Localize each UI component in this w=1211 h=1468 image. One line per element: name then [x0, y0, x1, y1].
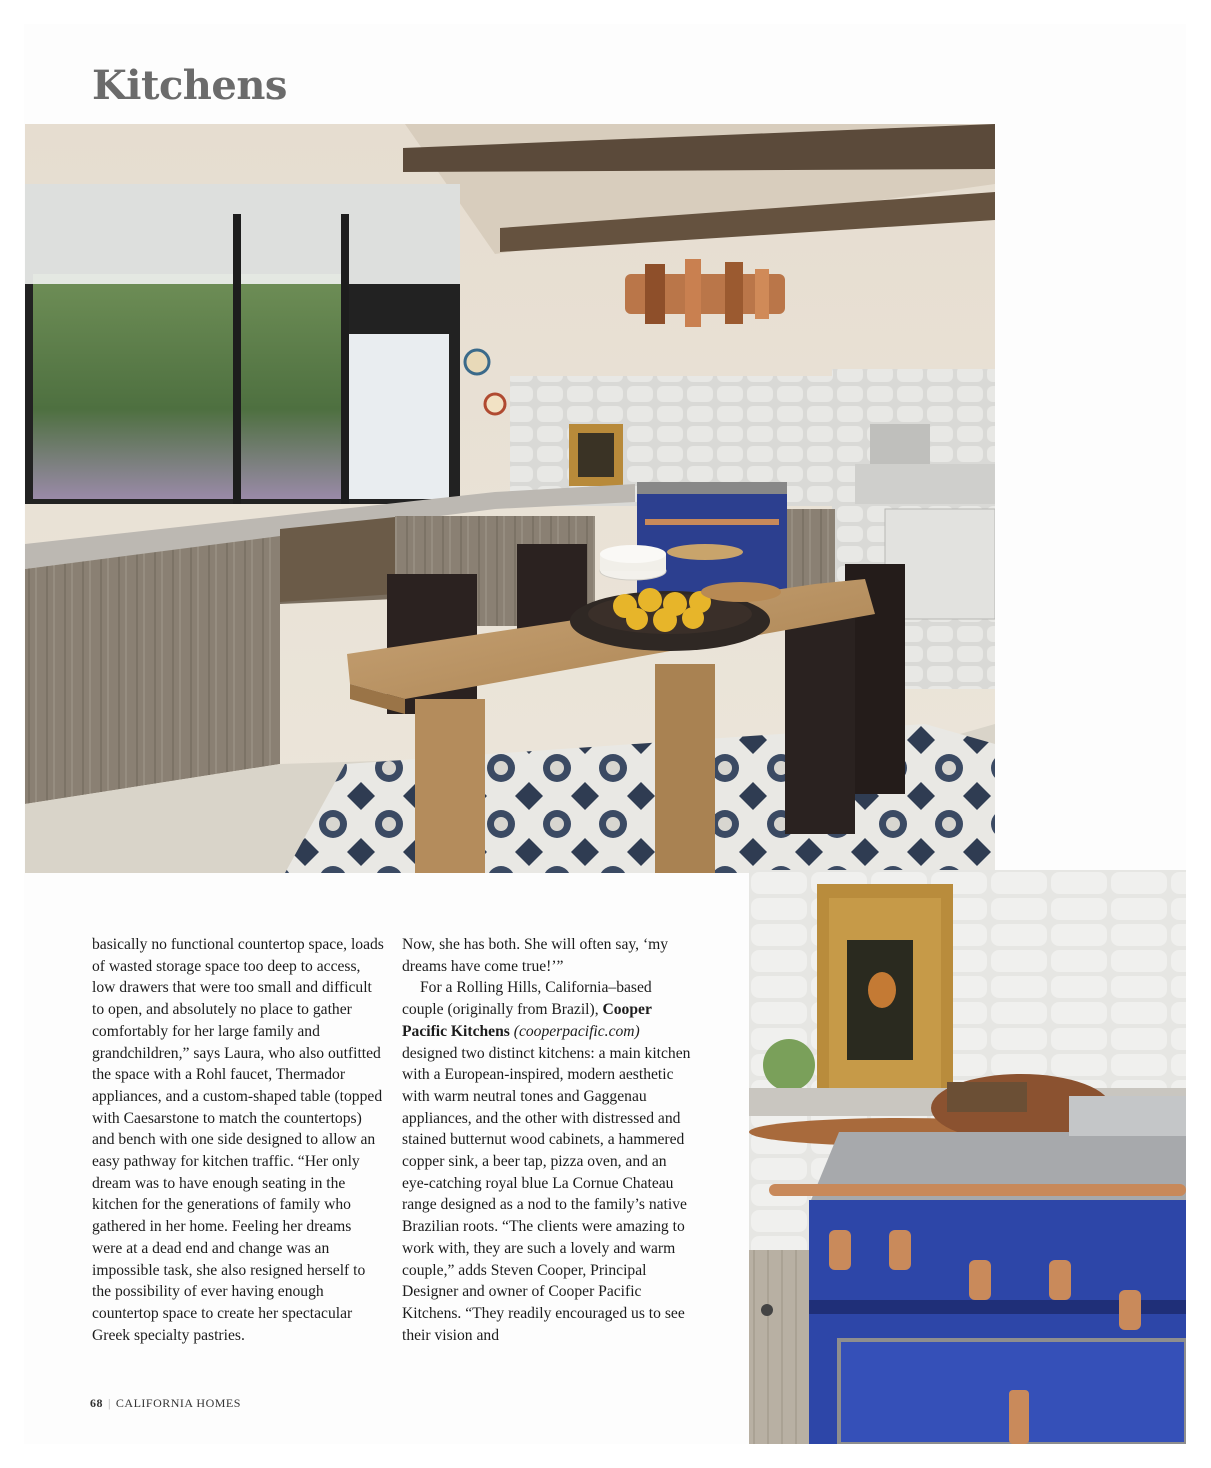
page-number: 68 — [90, 1396, 103, 1410]
column1-paragraph: basically no functional countertop space, loads of wasted storage space too deep to access, low drawers that were too small and difficult to open, and absolutely no place to gather comfortably for her large family and grandchildren,” says Laura, who also outfitted the space with a Rohl faucet, Thermador appliances, and a custom-shaped table (topped with Caesarstone to match the countertops) and bench with one side designed to allow an easy pathway for kitchen traffic. “Her only dream was to have enough seating in the kitchen for the generations of family who gathered in her home. Feeling her dreams were at a dead end and change was an impossible task, she also resigned herself to the possibility of ever having enough countertop space to create her spectacular Greek specialty pastries. — [92, 936, 384, 1344]
company-name: Cooper Pacific Kitchens — [402, 1001, 652, 1040]
section-title: Kitchens — [92, 62, 287, 109]
para2-start: For a Rolling Hills, California–based couple (originally from Brazil), — [402, 979, 652, 1019]
article-column-2 — [402, 934, 694, 1346]
article-column-1 — [92, 934, 384, 1346]
para2-rest: designed two distinct kitchens: a main kitchen with a European-inspired, modern aesthetic with warm neutral tones and Gaggenau appliances, and the other with distressed and stained butternut wood cabinets, a hammered copper sink, a beer tap, pizza oven, and an eye-catching royal blue La Cornue Chateau range designed as a nod to the family’s native Brazilian roots. “The clients were amazing to work with, they are such a lovely and warm couple,” adds Steven Cooper, Principal Designer and owner of Cooper Pacific Kitchens. “They readily encouraged us to see their vision and — [402, 1044, 691, 1344]
kitchen-main-photo — [25, 124, 995, 873]
footer-separator: | — [108, 1396, 111, 1410]
column2-paragraph-1: Now, she has both. She will often say, ‘my dreams have come true!’” — [402, 936, 669, 975]
column2-paragraph-2 — [402, 977, 694, 1346]
publication-name: CALIFORNIA HOMES — [115, 1396, 241, 1410]
page-footer — [90, 1396, 241, 1411]
company-url: (cooperpacific.com) — [513, 1022, 640, 1040]
range-detail-photo — [749, 870, 1186, 1444]
